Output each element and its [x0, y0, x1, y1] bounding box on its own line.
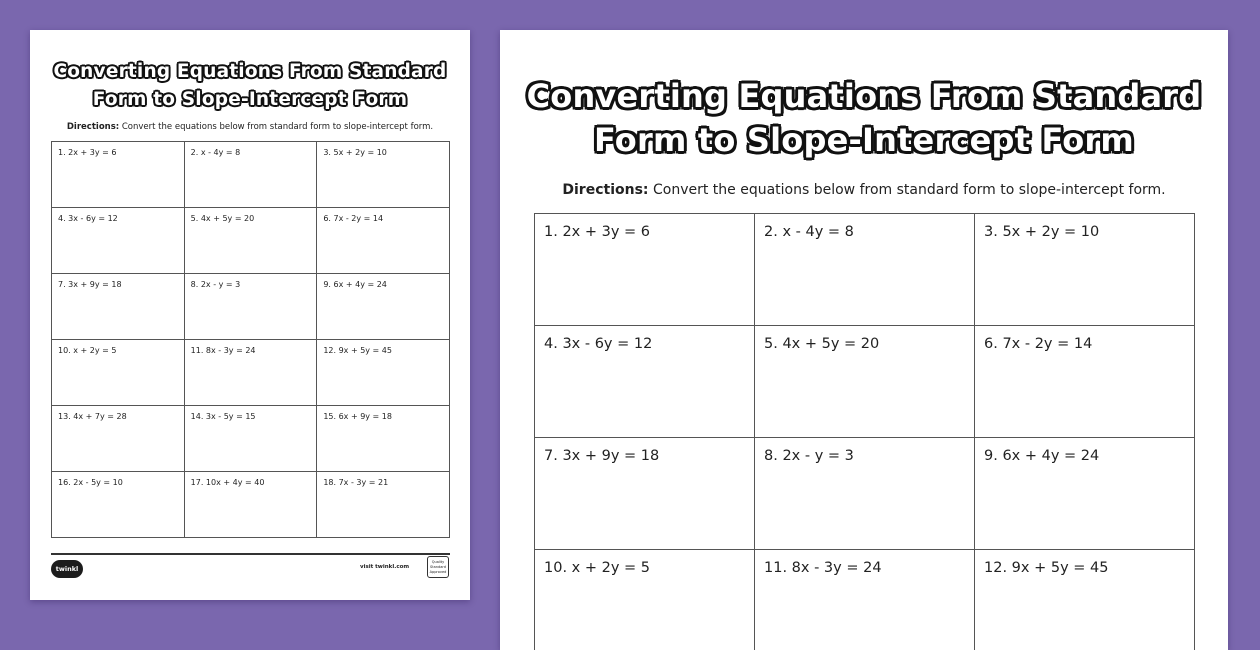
problem-cell: 9. 6x + 4y = 24 [317, 274, 450, 340]
problem-cell: 6. 7x - 2y = 14 [317, 208, 450, 274]
problem-cell: 7. 3x + 9y = 18 [52, 274, 185, 340]
problem-cell: 2. x - 4y = 8 [184, 142, 317, 208]
problem-cell: 5. 4x + 5y = 20 [184, 208, 317, 274]
problem-cell: 12. 9x + 5y = 45 [975, 550, 1195, 650]
footer-divider [51, 553, 450, 555]
problem-cell: 1. 2x + 3y = 6 [535, 214, 755, 326]
worksheet-title: Converting Equations From Standard Form to Slope-Intercept Form [500, 74, 1228, 162]
problem-cell: 9. 6x + 4y = 24 [975, 438, 1195, 550]
problem-cell: 15. 6x + 9y = 18 [317, 406, 450, 472]
problem-grid [51, 141, 450, 538]
problem-cell: 2. x - 4y = 8 [755, 214, 975, 326]
problem-cell: 11. 8x - 3y = 24 [184, 340, 317, 406]
problem-cell: 14. 3x - 5y = 15 [184, 406, 317, 472]
problem-cell: 10. x + 2y = 5 [52, 340, 185, 406]
problem-cell: 3. 5x + 2y = 10 [317, 142, 450, 208]
problem-cell: 3. 5x + 2y = 10 [975, 214, 1195, 326]
problem-cell: 11. 8x - 3y = 24 [755, 550, 975, 650]
problem-grid [534, 213, 1195, 650]
directions: Directions: Convert the equations below from standard form to slope-intercept form. [30, 122, 470, 132]
problem-cell: 1. 2x + 3y = 6 [52, 142, 185, 208]
problem-cell: 17. 10x + 4y = 40 [184, 472, 317, 538]
problem-cell: 13. 4x + 7y = 28 [52, 406, 185, 472]
worksheet-title: Converting Equations From Standard Form to Slope-Intercept Form [30, 58, 470, 114]
problem-cell: 6. 7x - 2y = 14 [975, 326, 1195, 438]
twinkl-logo: twinkl [51, 560, 83, 578]
worksheet-zoom-large [500, 30, 1228, 650]
problem-cell: 8. 2x - y = 3 [755, 438, 975, 550]
problem-cell: 8. 2x - y = 3 [184, 274, 317, 340]
problem-cell: 5. 4x + 5y = 20 [755, 326, 975, 438]
problem-cell: 12. 9x + 5y = 45 [317, 340, 450, 406]
quality-badge-icon: Quality Standard Approved [427, 556, 449, 578]
visit-link-text: visit twinkl.com [360, 564, 409, 570]
problem-cell: 16. 2x - 5y = 10 [52, 472, 185, 538]
worksheet-preview-small [30, 30, 470, 600]
problem-cell: 7. 3x + 9y = 18 [535, 438, 755, 550]
problem-cell: 10. x + 2y = 5 [535, 550, 755, 650]
problem-cell: 18. 7x - 3y = 21 [317, 472, 450, 538]
directions: Directions: Convert the equations below from standard form to slope-intercept form. [500, 182, 1228, 198]
problem-cell: 4. 3x - 6y = 12 [52, 208, 185, 274]
problem-cell: 4. 3x - 6y = 12 [535, 326, 755, 438]
